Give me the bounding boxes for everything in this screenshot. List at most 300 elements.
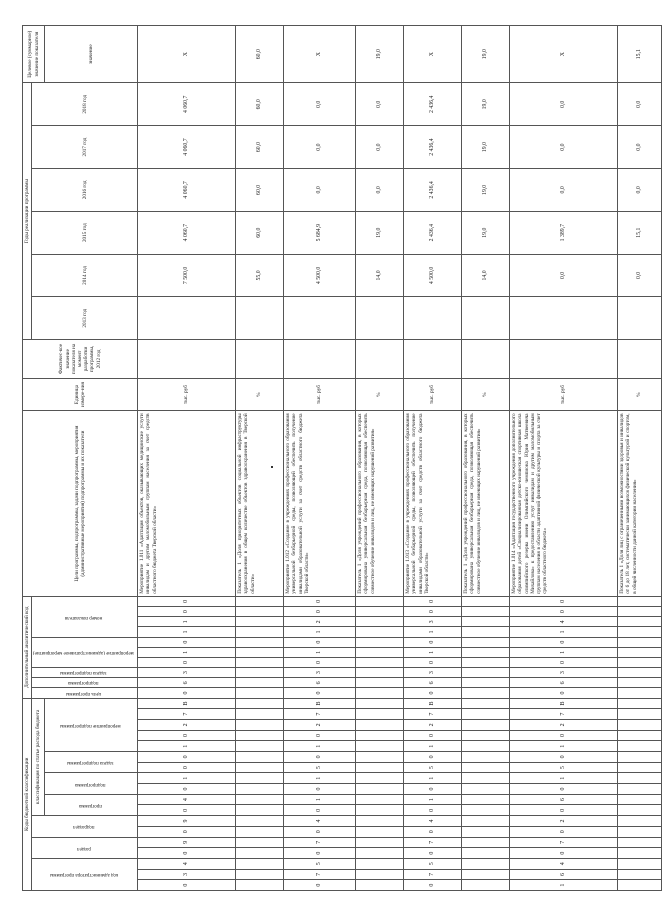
kbk-digit: 0 [510,730,618,741]
dak-digit [462,617,510,627]
dak-digit: 2 [284,617,356,627]
row-fact [356,340,404,379]
year-value: 19,0 [462,83,510,126]
row-unit: тыс. руб [138,378,236,411]
year-value: 2 436,4 [404,211,462,254]
kbk-digit [618,816,662,827]
kbk-digit [618,837,662,848]
kbk-digit [462,752,510,763]
row-fact [618,340,662,379]
dak-digit [462,678,510,688]
target-value: Х [510,26,618,83]
kbk-digit [618,698,662,709]
kbk-digit [462,773,510,784]
year-value: 55,0 [236,254,284,297]
year-value [284,297,356,340]
year-value: 0,0 [618,254,662,297]
year-value: 19,0 [356,211,404,254]
dak-digit: 0 [404,637,462,647]
kbk-digit [356,826,404,837]
kbk-digit: 2 [510,816,618,827]
meropr-header: мероприятие (административное мероприятие) [32,637,138,668]
kbk-digit [236,805,284,816]
year-2015: 2015 год [32,211,138,254]
kbk-digit [356,837,404,848]
year-2016: 2016 год [32,168,138,211]
kbk-digit: 5 [284,858,356,869]
year-value: 0,0 [356,126,404,169]
kbk-digit: 1 [510,880,618,891]
kbk-digit [356,773,404,784]
table-row [284,26,356,891]
year-value [510,297,618,340]
kbk-digit: 1 [404,794,462,805]
dak-digit [236,688,284,698]
dak-digit: 6 [138,678,236,688]
kbk-digit: 2 [510,720,618,731]
kbk-digit [356,720,404,731]
dak-digit: 0 [138,607,236,617]
kbk-digit [462,709,510,720]
dak-digit [356,627,404,637]
kbk-digit: 0 [404,730,462,741]
dak-digit [462,647,510,657]
year-value: 0,0 [510,126,618,169]
dak-digit: 0 [138,688,236,698]
zadacha-pp-header: задача подпрограммы [45,752,138,773]
dak-digit: 0 [510,607,618,617]
kbk-digit [236,816,284,827]
target-value: 19,0 [356,26,404,83]
dak-digit [236,637,284,647]
kbk-digit: В [510,698,618,709]
dak-digit [618,657,662,667]
dak-digit: 0 [404,657,462,667]
year-value: 60,0 [236,168,284,211]
year-value [138,297,236,340]
kbk-digit: 0 [510,752,618,763]
kbk-digit: 0 [138,826,236,837]
dak-digit [236,647,284,657]
dak-digit [356,678,404,688]
podprogramma-header: подпрограмма [45,773,138,794]
dak-digit [236,607,284,617]
kbk-digit [236,762,284,773]
kbk-digit [356,794,404,805]
kbk-digit [618,762,662,773]
kbk-digit: В [138,698,236,709]
target-header: Целевое (суммарное) значение показателя [23,26,45,83]
kbk-digit [618,720,662,731]
year-value: 0,0 [510,168,618,211]
kbk-digit: 7 [404,837,462,848]
kbk-digit [236,848,284,859]
kbk-sub-header: классификация по статье расхода бюджета [32,698,45,816]
dak-digit: 0 [138,657,236,667]
year-value: 60,0 [236,126,284,169]
kbk-digit [236,794,284,805]
year-value: 4 060,7 [138,168,236,211]
kbk-digit [618,880,662,891]
year-value: 0,0 [618,126,662,169]
kbk-digit: В [404,698,462,709]
dak-digit [618,617,662,627]
row-description: Показатель 1 «Доля лиц с ограниченными возможностями здоровья и инвалидов от 6 до 18 лет, систематически занимающихся физической культурой и спортом, в общей численности данной категории населения» [618,411,662,596]
kbk-digit [462,720,510,731]
kbk-digit [462,837,510,848]
dak-digit [618,688,662,698]
year-2014: 2014 год [32,254,138,297]
kbk-digit: 0 [284,752,356,763]
dak-digit [462,688,510,698]
row-unit: % [462,378,510,411]
kbk-digit: 7 [284,837,356,848]
dak-digit [236,596,284,606]
kbk-digit: 0 [138,784,236,795]
year-value [356,297,404,340]
kbk-digit: 9 [138,837,236,848]
dak-digit: 3 [404,668,462,678]
dak-digit [236,627,284,637]
kbk-digit [618,858,662,869]
dak-digit [236,657,284,667]
kbk-digit: 5 [284,762,356,773]
year-value [404,297,462,340]
row-description: Показатель 1 «Доля учреждений профессионального образования, в которых сформирована универсальная безбарьерная среда, позволяющая обеспечить совместное обучение инвалидов и лиц, не имеющих нарушений развития» [462,411,510,596]
dak-digit: 6 [404,678,462,688]
kbk-digit: 5 [404,858,462,869]
dak-digit: 4 [510,617,618,627]
year-2018: 2018 год [32,83,138,126]
dak-digit: 1 [404,647,462,657]
kbk-digit: 7 [138,709,236,720]
row-fact [510,340,618,379]
year-value: 0,0 [284,83,356,126]
table-row [356,26,404,891]
kbk-digit: 0 [284,880,356,891]
kbk-digit: 1 [404,773,462,784]
year-value: 2 436,4 [404,168,462,211]
kbk-digit [236,784,284,795]
kbk-digit: 0 [284,805,356,816]
year-value: 14,0 [356,254,404,297]
dak-digit [618,678,662,688]
kbk-digit [356,816,404,827]
kbk-digit [236,741,284,752]
kbk-digit: 0 [404,752,462,763]
program-table [22,25,662,891]
kbk-digit [618,826,662,837]
year-value: 0,0 [510,83,618,126]
kbk-digit: 4 [138,858,236,869]
year-value: 0,0 [618,168,662,211]
dak-digit: 1 [404,627,462,637]
kbk-digit [356,752,404,763]
kbk-digit: 1 [284,794,356,805]
kbk-digit: В [284,698,356,709]
dak-digit: 0 [284,657,356,667]
year-value: 4 060,7 [138,126,236,169]
kbk-digit [236,837,284,848]
dak-digit: 0 [510,637,618,647]
zadacha-header: задача подпрограммы [32,668,138,678]
dak-digit: 0 [138,637,236,647]
kbk-digit [618,741,662,752]
kbk-digit: 7 [510,837,618,848]
year-2013: 2013 год [32,297,138,340]
kbk-digit [618,794,662,805]
row-fact [462,340,510,379]
year-value: 1 389,7 [510,211,618,254]
kbk-digit [618,709,662,720]
year-value: 0,0 [356,83,404,126]
row-description: Показатель 1 «Доля приоритетных объектов социальной инфраструктуры здравоохранения в общем количестве объектов здравоохранения в Тверской области» [236,411,284,596]
dak-digit: 0 [404,596,462,606]
kbk-digit [618,784,662,795]
kbk-digit: 0 [138,752,236,763]
dak-digit [236,678,284,688]
kbk-digit [356,709,404,720]
year-2017: 2017 год [32,126,138,169]
target-value: 60,0 [236,26,284,83]
dak-digit [618,627,662,637]
dak-digit: 0 [510,657,618,667]
dak-digit [462,596,510,606]
kbk-digit [618,848,662,859]
cel-header: цель программы [32,688,138,698]
dak-digit: 3 [138,668,236,678]
row-unit: % [618,378,662,411]
row-description: Мероприятие 1.014 «Адаптация государственного учреждения дополнительного образования детей «Специализированная детско-юношеская спортивная школа олимпийского резерва имени Олимпийского чемпиона Юрия Матвеевича Михайлова» к предоставлению услуг инвалидам и другим маломобильным группам населения в области адаптивной физической культуры и спорта за счет средств областного бюджета» [510,411,618,596]
dak-digit [462,607,510,617]
kbk-digit: 0 [138,762,236,773]
kbk-digit [462,826,510,837]
year-value: 60,0 [236,83,284,126]
dak-digit: 0 [284,637,356,647]
target-value: Х [404,26,462,83]
kbk-digit: 7 [404,709,462,720]
kbk-digit [462,858,510,869]
dak-digit: 0 [510,688,618,698]
row-description: Мероприятие 1.013 «Создание в учреждениях профессионального образования универсальной безбарьерной среды, позволяющей обеспечить получение инвалидами образовательной услуги за счет средств областного бюджета Тверской области» [404,411,462,596]
year-value: 0,0 [284,126,356,169]
name-header: Цели программы, подпрограммы, задачи подпрограммы, мероприятия (административные мероприятия) подпрограммы и их показатели [23,411,138,596]
kbk-digit [356,858,404,869]
kbk-digit [236,826,284,837]
dak-digit: 3 [510,668,618,678]
row-unit: тыс. руб [404,378,462,411]
kbk-digit: 0 [404,826,462,837]
kbk-digit [618,752,662,763]
year-value: 2 436,4 [404,126,462,169]
table-row [138,26,236,891]
kbk-digit [356,784,404,795]
nomer-header: номер показателя [32,596,138,637]
dak-digit [356,647,404,657]
kbk-digit: 3 [138,869,236,880]
kbk-digit: 0 [284,730,356,741]
year-value: 4 060,7 [138,83,236,126]
year-value: 60,0 [236,211,284,254]
row-description: Показатель 1 «Доля учреждений профессионального образования, в которых сформирована универсальная безбарьерная среда, позволяющая обеспечить совместное обучение инвалидов и лиц, не имеющих нарушений развития» [356,411,404,596]
kbk-digit [356,869,404,880]
target-value: 19,0 [462,26,510,83]
year-value: 19,0 [462,126,510,169]
kbk-digit: 7 [284,869,356,880]
dak-digit [236,617,284,627]
row-fact [236,340,284,379]
kbk-digit [462,805,510,816]
dak-digit: 1 [138,627,236,637]
kbk-digit: 0 [510,805,618,816]
table-row [236,26,284,891]
kbk-digit: 6 [510,794,618,805]
razdel-header: раздел [32,837,138,858]
row-fact [284,340,356,379]
dak-digit [236,668,284,678]
kbk-digit: 4 [404,816,462,827]
dak-digit: 0 [510,596,618,606]
kbk-digit [462,762,510,773]
kbk-digit [236,880,284,891]
dak-digit [618,637,662,647]
kbk-digit [356,730,404,741]
kbk-digit [236,869,284,880]
target-value: Х [138,26,236,83]
podprogr-header: подпрограмма [32,678,138,688]
kbk-digit: 4 [138,794,236,805]
kbk-digit: 6 [510,869,618,880]
dak-digit: 1 [510,627,618,637]
dak-digit: 1 [510,647,618,657]
year-value [618,297,662,340]
kbk-digit: 0 [404,848,462,859]
kbk-digit: 0 [138,730,236,741]
kbk-digit [356,698,404,709]
dak-digit: 1 [284,627,356,637]
kbk-digit [236,698,284,709]
kbk-digit [236,730,284,741]
programma-header: программа [45,794,138,815]
year-value: 19,0 [462,168,510,211]
kbk-digit: 4 [284,816,356,827]
kbk-digit: 1 [284,773,356,784]
kbk-digit [618,773,662,784]
dak-digit [356,657,404,667]
year-value: 0,0 [284,168,356,211]
dak-digit: 1 [138,617,236,627]
kbk-digit [356,848,404,859]
kbk-digit: 0 [404,784,462,795]
kbk-digit [356,741,404,752]
target-value: Х [284,26,356,83]
kbk-digit: 0 [510,848,618,859]
kbk-digit: 0 [138,805,236,816]
kbk-digit: 1 [404,741,462,752]
kbk-digit: 2 [404,720,462,731]
kbk-digit: 0 [138,848,236,859]
kbk-digit: 1 [284,741,356,752]
row-description: Мероприятие 1.011 «Адаптация объектов, оказывающих медицинские услуги инвалидам и другим маломобильным группам населения за счет средств областного бюджета Тверской области» [138,411,236,596]
target-value: 15,1 [618,26,662,83]
meropr-pp-header: мероприятие подпрограммы [45,698,138,751]
dak-digit: 0 [404,688,462,698]
dak-digit: 1 [284,647,356,657]
year-value [236,297,284,340]
row-fact [404,340,462,379]
dak-digit: 0 [138,596,236,606]
kbk-digit [356,805,404,816]
kbk-digit [462,880,510,891]
year-value: 0,0 [618,83,662,126]
kbk-digit: 5 [404,762,462,773]
kbk-digit: 7 [284,709,356,720]
kbk-digit [236,858,284,869]
kbk-digit: 1 [138,741,236,752]
kbk-digit [462,730,510,741]
row-fact [138,340,236,379]
kbk-digit [462,698,510,709]
dak-digit: 3 [284,668,356,678]
dak-digit: 0 [404,607,462,617]
dak-digit [618,647,662,657]
kbk-digit: 0 [138,880,236,891]
kbk-digit [462,869,510,880]
years-header: Годы реализации программы [23,83,32,340]
kbk-digit [618,730,662,741]
kbk-digit [236,773,284,784]
dak-digit [356,617,404,627]
kbk-digit: 2 [138,720,236,731]
kbk-digit: 1 [510,773,618,784]
dak-header: Дополнительный аналитический код [23,596,32,698]
table-row [618,26,662,891]
kbk-digit: 7 [510,709,618,720]
kbk-digit [356,762,404,773]
dak-digit [356,596,404,606]
year-value: 4 060,7 [138,211,236,254]
kbk-digit: 1 [138,773,236,784]
kbk-digit: 7 [404,869,462,880]
kbk-digit [462,741,510,752]
admin-header: код администратора программы [32,858,138,890]
kbk-digit [236,752,284,763]
fact-header: Фактичес-кое значение показателя на момент разработки программы, 2012 год [23,340,138,379]
year-value: 5 684,9 [284,211,356,254]
kbk-digit [462,784,510,795]
row-unit: % [356,378,404,411]
dak-digit [618,596,662,606]
kbk-digit: 0 [284,826,356,837]
dak-digit: 0 [284,607,356,617]
kbk-digit: 0 [404,880,462,891]
year-value: 2 436,4 [404,83,462,126]
row-unit: тыс. руб [284,378,356,411]
kbk-header: Коды бюджетной классификации [23,698,32,890]
dak-digit [618,607,662,617]
kbk-digit [236,720,284,731]
dak-digit [462,637,510,647]
dak-digit: 0 [284,596,356,606]
kbk-digit [462,794,510,805]
kbk-digit: 2 [284,720,356,731]
year-value [462,297,510,340]
table-row [462,26,510,891]
kbk-digit [236,709,284,720]
dak-digit: 1 [138,647,236,657]
kbk-digit: 0 [510,826,618,837]
kbk-digit: 9 [138,816,236,827]
